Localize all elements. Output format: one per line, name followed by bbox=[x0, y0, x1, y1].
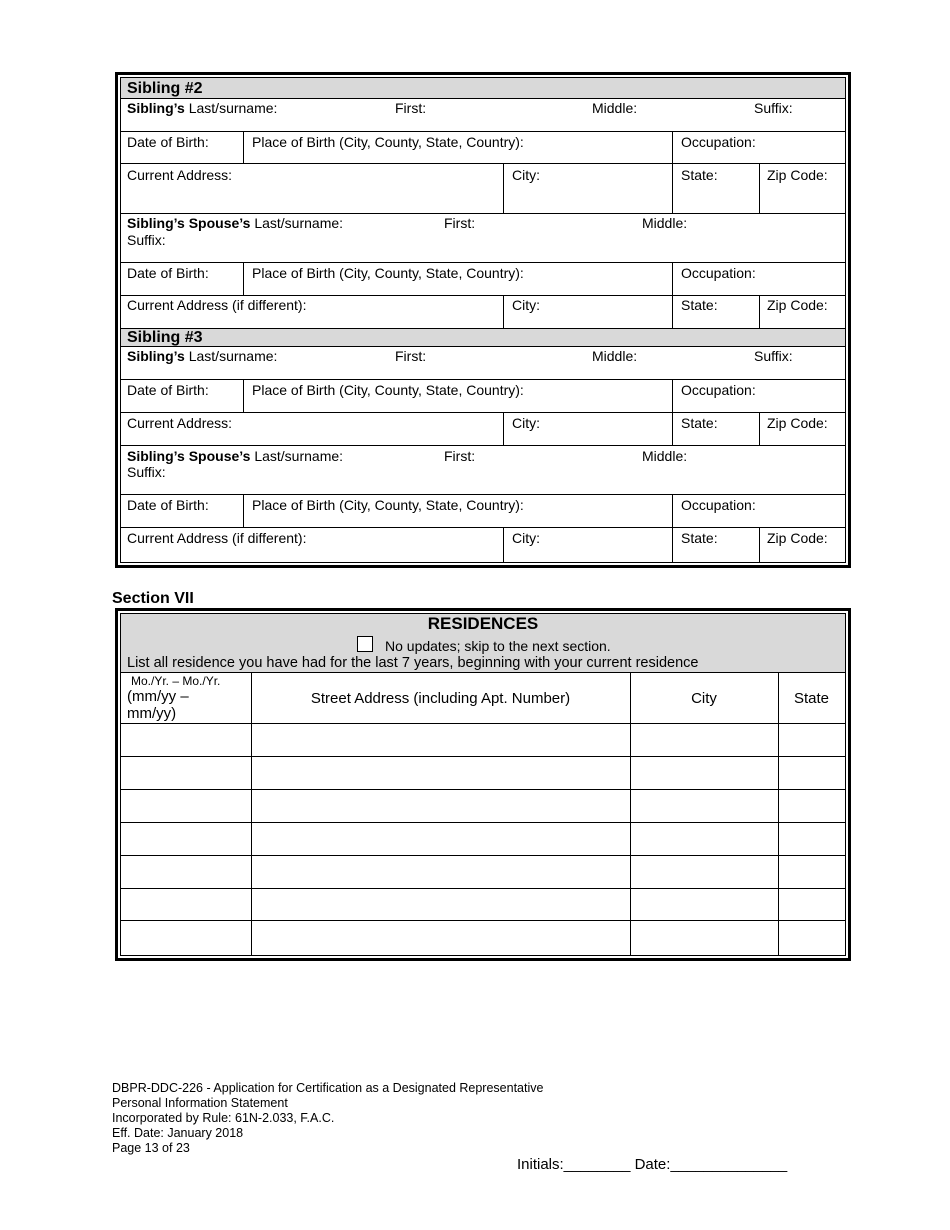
sibling3-spouse-dob-label: Date of Birth: bbox=[127, 497, 209, 513]
divider bbox=[121, 855, 845, 856]
divider bbox=[630, 672, 631, 955]
sibling2-spouse-pob-label: Place of Birth (City, County, State, Country): bbox=[252, 265, 524, 281]
sibling3-last-label: Last/surname: bbox=[188, 348, 278, 364]
divider bbox=[121, 131, 845, 132]
footer-form-id: DBPR-DDC-226 - Application for Certification as a Designated Representative bbox=[112, 1081, 544, 1095]
divider bbox=[121, 98, 845, 99]
sibling3-name-label bbox=[127, 348, 277, 364]
divider bbox=[121, 789, 845, 790]
initials-date-line: Initials:________ Date:______________ bbox=[517, 1156, 788, 1173]
divider bbox=[672, 131, 673, 163]
sibling3-spouse-pob-label: Place of Birth (City, County, State, Country): bbox=[252, 497, 524, 513]
sibling2-zip-label: Zip Code: bbox=[767, 167, 828, 183]
footer-page-number: Page 13 of 23 bbox=[112, 1141, 190, 1155]
sibling3-spouse-occupation-label: Occupation: bbox=[681, 497, 756, 513]
divider bbox=[251, 672, 252, 955]
col-city-header: City bbox=[691, 690, 717, 707]
sibling2-suffix-label: Suffix: bbox=[754, 100, 793, 116]
divider bbox=[672, 494, 673, 527]
sibling2-pob-label: Place of Birth (City, County, State, Country): bbox=[252, 134, 524, 150]
divider bbox=[121, 412, 845, 413]
sibling2-header-bg bbox=[121, 78, 845, 98]
col-state-header: State bbox=[793, 690, 830, 707]
col-dates-line2: mm/yy) bbox=[127, 705, 177, 722]
sibling3-spouse-first-label: First: bbox=[444, 448, 476, 464]
sibling3-spouse-prefix: Sibling’s Spouse’s bbox=[127, 448, 251, 464]
sibling3-spouse-middle-label: Middle: bbox=[642, 448, 688, 464]
sibling3-spouse-suffix-label: Suffix: bbox=[127, 464, 166, 480]
sibling2-spouse-suffix-label: Suffix: bbox=[127, 232, 166, 248]
no-updates-checkbox[interactable] bbox=[357, 636, 373, 652]
footer-eff-date: Eff. Date: January 2018 bbox=[112, 1126, 244, 1140]
sibling2-spouse-address-label: Current Address (if different): bbox=[127, 297, 307, 313]
sibling3-pob-label: Place of Birth (City, County, State, Country): bbox=[252, 382, 524, 398]
divider bbox=[672, 379, 673, 412]
col-dates-line1: (mm/yy – bbox=[127, 688, 189, 705]
sibling2-spouse-city-label: City: bbox=[512, 297, 540, 313]
divider bbox=[121, 723, 845, 724]
sibling2-spouse-occupation-label: Occupation: bbox=[681, 265, 756, 281]
col-dates-small: Mo./Yr. – Mo./Yr. bbox=[131, 674, 221, 688]
sibling3-spouse-state-label: State: bbox=[681, 530, 718, 546]
divider bbox=[503, 295, 504, 328]
divider bbox=[121, 822, 845, 823]
sibling2-middle-label: Middle: bbox=[592, 100, 638, 116]
divider bbox=[243, 131, 244, 163]
divider bbox=[121, 445, 845, 446]
divider bbox=[243, 494, 244, 527]
footer-rule: Incorporated by Rule: 61N-2.033, F.A.C. bbox=[112, 1111, 335, 1125]
sibling2-spouse-zip-label: Zip Code: bbox=[767, 297, 828, 313]
divider bbox=[121, 163, 845, 164]
divider bbox=[759, 527, 760, 562]
divider bbox=[672, 412, 673, 445]
sibling2-first-label: First: bbox=[395, 100, 427, 116]
divider bbox=[121, 672, 845, 673]
divider bbox=[121, 213, 845, 214]
sibling3-address-label: Current Address: bbox=[127, 415, 233, 431]
divider bbox=[121, 295, 845, 296]
sibling2-dob-label: Date of Birth: bbox=[127, 134, 209, 150]
residences-instruction: List all residence you have had for the last 7 years, beginning with your current residence bbox=[127, 655, 699, 671]
sibling3-first-label: First: bbox=[395, 348, 427, 364]
divider bbox=[243, 379, 244, 412]
col-street-header: Street Address (including Apt. Number) bbox=[310, 690, 571, 707]
sibling3-occupation-label: Occupation: bbox=[681, 382, 756, 398]
sibling2-spouse-first-label: First: bbox=[444, 215, 476, 231]
sibling2-spouse-prefix: Sibling’s Spouse’s bbox=[127, 215, 251, 231]
divider bbox=[672, 295, 673, 328]
sibling2-last-label: Last/surname: bbox=[188, 100, 278, 116]
section-title: Section VII bbox=[112, 590, 194, 607]
footer-form-name: Personal Information Statement bbox=[112, 1096, 288, 1110]
sibling2-header: Sibling #2 bbox=[127, 80, 203, 97]
sibling2-address-label: Current Address: bbox=[127, 167, 233, 183]
sibling3-state-label: State: bbox=[681, 415, 718, 431]
sibling3-spouse-last-label: Last/surname: bbox=[254, 448, 344, 464]
divider bbox=[243, 262, 244, 295]
residences-header: RESIDENCES bbox=[427, 614, 539, 633]
sibling2-name-label bbox=[127, 100, 277, 116]
sibling3-spouse-zip-label: Zip Code: bbox=[767, 530, 828, 546]
sibling3-spouse-address-label: Current Address (if different): bbox=[127, 530, 307, 546]
sibling3-spouse-name-label bbox=[127, 448, 343, 464]
divider bbox=[503, 163, 504, 213]
sibling2-name-prefix: Sibling’s bbox=[127, 100, 185, 116]
no-updates-label: No updates; skip to the next section. bbox=[385, 638, 611, 654]
sibling2-spouse-state-label: State: bbox=[681, 297, 718, 313]
divider bbox=[503, 527, 504, 562]
divider bbox=[759, 163, 760, 213]
sibling2-spouse-dob-label: Date of Birth: bbox=[127, 265, 209, 281]
divider bbox=[759, 295, 760, 328]
divider bbox=[121, 262, 845, 263]
divider bbox=[672, 163, 673, 213]
divider bbox=[672, 527, 673, 562]
divider bbox=[121, 379, 845, 380]
sibling3-suffix-label: Suffix: bbox=[754, 348, 793, 364]
divider bbox=[778, 672, 779, 955]
divider bbox=[121, 756, 845, 757]
divider bbox=[121, 494, 845, 495]
divider bbox=[503, 412, 504, 445]
sibling2-occupation-label: Occupation: bbox=[681, 134, 756, 150]
sibling3-city-label: City: bbox=[512, 415, 540, 431]
sibling3-header: Sibling #3 bbox=[127, 329, 203, 346]
sibling3-name-prefix: Sibling’s bbox=[127, 348, 185, 364]
sibling3-header-bg bbox=[121, 329, 845, 346]
sibling3-middle-label: Middle: bbox=[592, 348, 638, 364]
sibling2-spouse-name-label bbox=[127, 215, 343, 231]
sibling3-dob-label: Date of Birth: bbox=[127, 382, 209, 398]
divider bbox=[672, 262, 673, 295]
sibling2-spouse-last-label: Last/surname: bbox=[254, 215, 344, 231]
divider bbox=[759, 412, 760, 445]
sibling3-spouse-city-label: City: bbox=[512, 530, 540, 546]
divider bbox=[121, 346, 845, 347]
divider bbox=[121, 920, 845, 921]
sibling2-city-label: City: bbox=[512, 167, 540, 183]
sibling2-state-label: State: bbox=[681, 167, 718, 183]
divider bbox=[121, 527, 845, 528]
sibling3-zip-label: Zip Code: bbox=[767, 415, 828, 431]
divider bbox=[121, 888, 845, 889]
sibling2-spouse-middle-label: Middle: bbox=[642, 215, 688, 231]
